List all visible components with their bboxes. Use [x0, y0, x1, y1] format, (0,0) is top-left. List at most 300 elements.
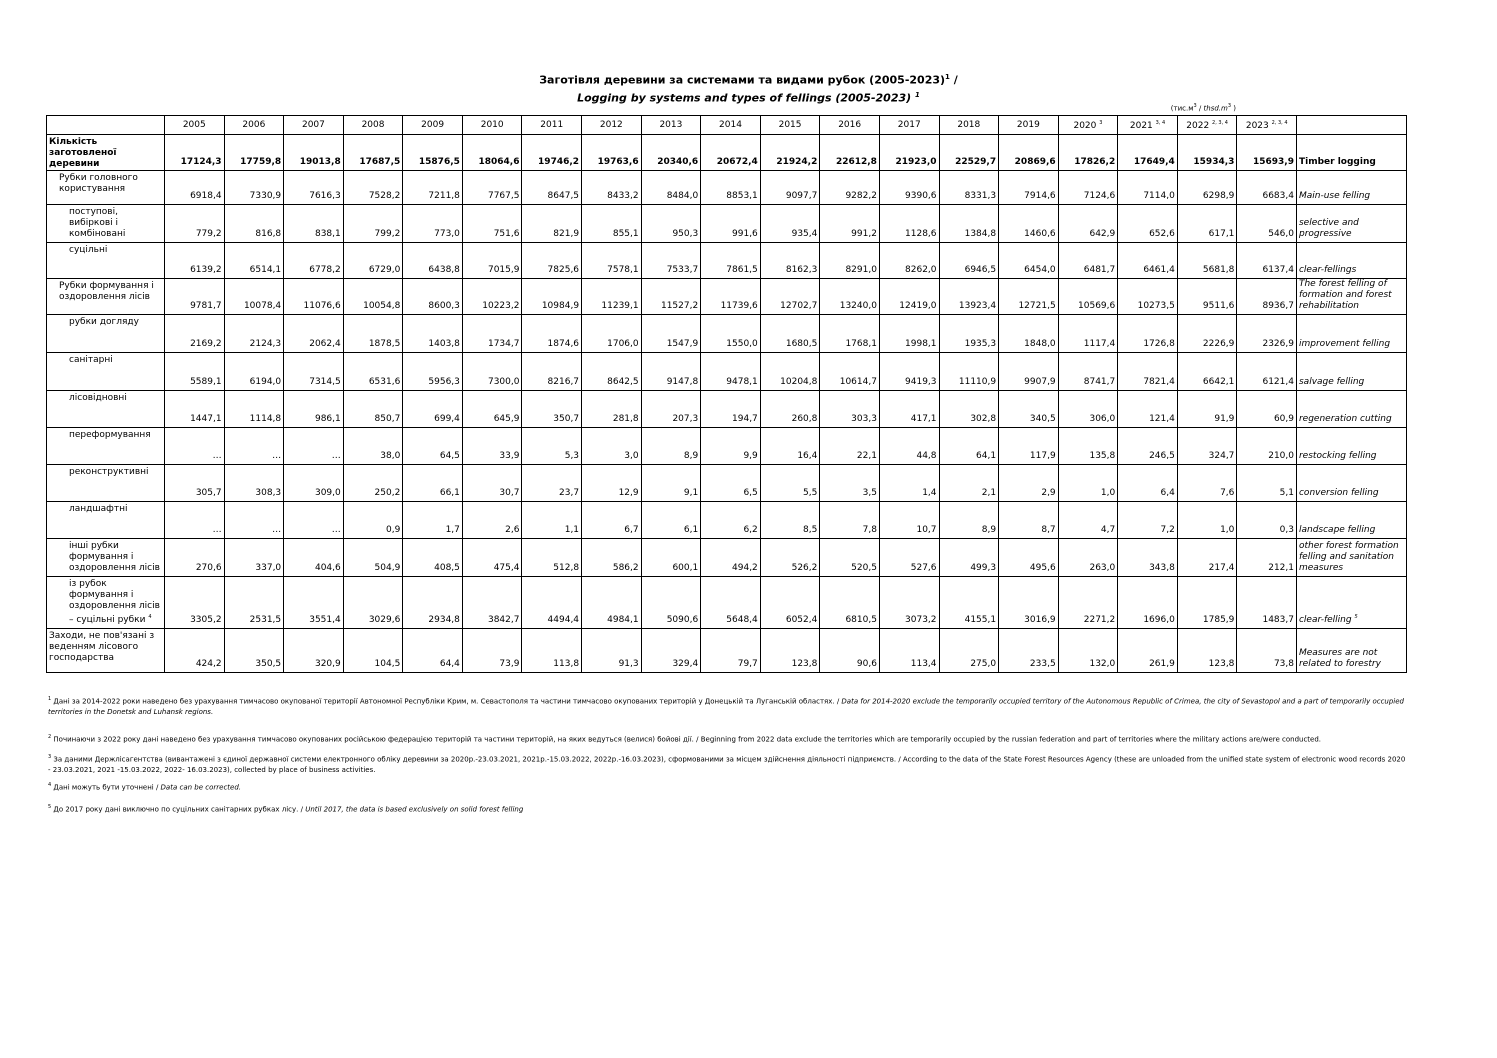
value-cell: 44,8 [879, 428, 939, 465]
footnote [48, 732, 1408, 745]
value-cell: 217,4 [1177, 539, 1237, 577]
value-cell: 779,2 [165, 205, 225, 243]
table-row [47, 135, 1407, 171]
year-label: 2012 [599, 119, 623, 130]
year-header [1058, 116, 1118, 135]
row-footnote-mark: 4 [148, 614, 152, 620]
row-label-text: інші рубки формування і оздоровлення лісів [69, 541, 160, 573]
value-cell: 7914,6 [999, 171, 1059, 205]
row-label-en [1296, 243, 1406, 279]
row-label-ua [47, 171, 165, 205]
footnote-number: 4 [48, 782, 52, 788]
value-cell: 6778,2 [284, 243, 344, 279]
footnote-text-en: Data can be corrected. [160, 783, 242, 792]
value-cell: 260,8 [760, 391, 820, 428]
year-header [284, 116, 344, 135]
value-cell: 6531,6 [343, 353, 403, 391]
footnote-text-en: Data for 2014-2020 exclude the temporarily occupied territory of the Autonomous Republic of Crimea, the city of Sevastopol and a part of temporarily occupied territories in the Donetsk and Luhansk regions. [48, 697, 1404, 717]
value-cell: 5,5 [760, 465, 820, 502]
value-cell: 6137,4 [1237, 243, 1297, 279]
value-cell: 1,4 [879, 465, 939, 502]
row-label-ua [47, 243, 165, 279]
year-header [165, 116, 225, 135]
value-cell: 9511,6 [1177, 279, 1237, 315]
year-label: 2014 [719, 119, 742, 130]
value-cell: 6481,7 [1058, 243, 1118, 279]
value-cell: 15876,5 [403, 135, 463, 171]
year-label: 2013 [659, 119, 683, 130]
year-label: 2019 [1016, 119, 1040, 130]
footnote [48, 694, 1408, 718]
value-cell: 12702,7 [760, 279, 820, 315]
value-cell: 2934,8 [403, 577, 463, 629]
value-cell: 250,2 [343, 465, 403, 502]
table-row [47, 428, 1407, 465]
row-label-text: рубки догляду [69, 317, 139, 327]
value-cell: 6,5 [701, 465, 761, 502]
value-cell: 17759,8 [224, 135, 284, 171]
value-cell: 6918,4 [165, 171, 225, 205]
value-cell: 799,2 [343, 205, 403, 243]
value-cell: 9,9 [701, 428, 761, 465]
value-cell: 5090,6 [641, 577, 701, 629]
value-cell: 246,5 [1118, 428, 1178, 465]
row-label-en-text: other forest formation felling and sanitation measures [1298, 541, 1399, 573]
table-row [47, 315, 1407, 353]
value-cell: 33,9 [462, 428, 522, 465]
year-footnote-mark: 3 [1099, 120, 1103, 126]
value-cell: … [224, 428, 284, 465]
row-label-en-text: salvage felling [1298, 377, 1365, 387]
year-footnote-mark: 2, 3, 4 [1271, 120, 1288, 126]
value-cell: 8936,7 [1237, 279, 1297, 315]
value-cell: 21924,2 [760, 135, 820, 171]
value-cell: 1768,1 [820, 315, 880, 353]
value-cell: 320,9 [284, 629, 344, 673]
value-cell: 408,5 [403, 539, 463, 577]
value-cell: … [224, 502, 284, 539]
year-label: 2007 [301, 119, 325, 130]
value-cell: 7825,6 [522, 243, 582, 279]
value-cell: 1878,5 [343, 315, 403, 353]
table-row [47, 502, 1407, 539]
unit-label: ($тис.м^3$ / $thsd.m^3$ ) [1170, 103, 1236, 113]
table-row [47, 171, 1407, 205]
value-cell: 2169,2 [165, 315, 225, 353]
value-cell: 15693,9 [1237, 135, 1297, 171]
value-cell: 194,7 [701, 391, 761, 428]
year-header [1118, 116, 1178, 135]
value-cell: 1460,6 [999, 205, 1059, 243]
value-cell: 7300,0 [462, 353, 522, 391]
header-empty-cell [1296, 116, 1406, 135]
value-cell: 855,1 [582, 205, 642, 243]
footnote [48, 752, 1408, 776]
value-cell: 132,0 [1058, 629, 1118, 673]
value-cell: 270,6 [165, 539, 225, 577]
row-label-text: переформування [69, 430, 151, 440]
value-cell: 0,9 [343, 502, 403, 539]
value-cell: 6,2 [701, 502, 761, 539]
value-cell: 2,6 [462, 502, 522, 539]
year-header [701, 116, 761, 135]
row-label-en-text: clear-fellings [1298, 265, 1357, 275]
value-cell: 512,8 [522, 539, 582, 577]
value-cell: 324,7 [1177, 428, 1237, 465]
value-cell: 12419,0 [879, 279, 939, 315]
value-cell: 17124,3 [165, 135, 225, 171]
value-cell: 19746,2 [522, 135, 582, 171]
year-header [939, 116, 999, 135]
value-cell: 699,4 [403, 391, 463, 428]
value-cell: 60,9 [1237, 391, 1297, 428]
year-label: 2010 [480, 119, 504, 130]
header-row [47, 116, 1407, 135]
value-cell: 30,7 [462, 465, 522, 502]
value-cell: 991,2 [820, 205, 880, 243]
row-label-ua [47, 315, 165, 353]
footnote-text-en: Until 2017, the data is based exclusively on solid forest felling [305, 805, 524, 814]
value-cell: 3,0 [582, 428, 642, 465]
value-cell: 6139,2 [165, 243, 225, 279]
value-cell: … [165, 428, 225, 465]
row-label-text: поступові, вибіркові і комбіновані [69, 207, 126, 239]
value-cell: … [165, 502, 225, 539]
row-label-text: ландшафтні [69, 504, 128, 514]
value-cell: 350,5 [224, 629, 284, 673]
row-label-text: лісовідновні [69, 393, 127, 403]
value-cell: 773,0 [403, 205, 463, 243]
value-cell: 22529,7 [939, 135, 999, 171]
value-cell: 23,7 [522, 465, 582, 502]
year-label: 2020 [1073, 121, 1097, 131]
value-cell: 302,8 [939, 391, 999, 428]
value-cell: 6194,0 [224, 353, 284, 391]
value-cell: 991,6 [701, 205, 761, 243]
row-label-text: санітарні [69, 355, 113, 365]
year-footnote-mark: 3, 4 [1155, 120, 1166, 126]
row-label-text: Рубки формування і оздоровлення лісів [59, 281, 154, 302]
table-row [47, 205, 1407, 243]
value-cell: 12721,5 [999, 279, 1059, 315]
value-cell: 281,8 [582, 391, 642, 428]
value-cell: 494,2 [701, 539, 761, 577]
value-cell: 2531,5 [224, 577, 284, 629]
value-cell: 5956,3 [403, 353, 463, 391]
value-cell: 5681,8 [1177, 243, 1237, 279]
value-cell: 9097,7 [760, 171, 820, 205]
value-cell: 9907,9 [999, 353, 1059, 391]
value-cell: 9781,7 [165, 279, 225, 315]
value-cell: 7,8 [820, 502, 880, 539]
table-row [47, 629, 1407, 673]
footnote-number: 1 [48, 696, 52, 702]
value-cell: 2,1 [939, 465, 999, 502]
value-cell: 1874,6 [522, 315, 582, 353]
value-cell: 1,0 [1177, 502, 1237, 539]
value-cell: 212,1 [1237, 539, 1297, 577]
value-cell: 207,3 [641, 391, 701, 428]
year-header [641, 116, 701, 135]
row-label-en-text: improvement felling [1298, 339, 1391, 349]
value-cell: 821,9 [522, 205, 582, 243]
year-label: 2022 [1186, 121, 1210, 131]
year-label: 2021 [1129, 121, 1153, 131]
value-cell: 3029,6 [343, 577, 403, 629]
value-cell: 12,9 [582, 465, 642, 502]
value-cell: 340,5 [999, 391, 1059, 428]
value-cell: 8853,1 [701, 171, 761, 205]
value-cell: 73,8 [1237, 629, 1297, 673]
value-cell: 2326,9 [1237, 315, 1297, 353]
value-cell: 4,7 [1058, 502, 1118, 539]
value-cell: 1114,8 [224, 391, 284, 428]
value-cell: 10,7 [879, 502, 939, 539]
row-label-ua [47, 205, 165, 243]
value-cell: 7114,0 [1118, 171, 1178, 205]
table-row [47, 391, 1407, 428]
value-cell: 19013,8 [284, 135, 344, 171]
value-cell: 526,2 [760, 539, 820, 577]
value-cell: 8,9 [939, 502, 999, 539]
value-cell: 90,6 [820, 629, 880, 673]
year-label: 2017 [897, 119, 921, 130]
value-cell: 7330,9 [224, 171, 284, 205]
value-cell: 210,0 [1237, 428, 1297, 465]
value-cell: 8433,2 [582, 171, 642, 205]
value-cell: 8,5 [760, 502, 820, 539]
value-cell: 113,4 [879, 629, 939, 673]
value-cell: 6454,0 [999, 243, 1059, 279]
value-cell: 343,8 [1118, 539, 1178, 577]
value-cell: 10273,5 [1118, 279, 1178, 315]
value-cell: 2226,9 [1177, 315, 1237, 353]
row-label-en [1296, 391, 1406, 428]
value-cell: 18064,6 [462, 135, 522, 171]
year-label: 2006 [242, 119, 266, 130]
title-ua: Заготівля деревини за системами та видами рубок (2005-2023)$^1$ / [539, 73, 958, 87]
value-cell: 1117,4 [1058, 315, 1118, 353]
value-cell: 6642,1 [1177, 353, 1237, 391]
value-cell: 6683,4 [1237, 171, 1297, 205]
value-cell: 652,6 [1118, 205, 1178, 243]
value-cell: 263,0 [1058, 539, 1118, 577]
table-row [47, 353, 1407, 391]
year-label: 2018 [957, 119, 981, 130]
footnote-number: 5 [48, 804, 52, 810]
value-cell: 1,7 [403, 502, 463, 539]
value-cell: 350,7 [522, 391, 582, 428]
row-label-ua [47, 577, 165, 629]
row-label-en [1296, 315, 1406, 353]
value-cell: 20869,6 [999, 135, 1059, 171]
value-cell: 1403,8 [403, 315, 463, 353]
value-cell: 424,2 [165, 629, 225, 673]
year-header [582, 116, 642, 135]
value-cell: 64,5 [403, 428, 463, 465]
value-cell: 22612,8 [820, 135, 880, 171]
value-cell: 135,8 [1058, 428, 1118, 465]
value-cell: 7211,8 [403, 171, 463, 205]
value-cell: 417,1 [879, 391, 939, 428]
year-header [343, 116, 403, 135]
value-cell: 104,5 [343, 629, 403, 673]
value-cell: 10223,2 [462, 279, 522, 315]
value-cell: 8262,0 [879, 243, 939, 279]
year-header [224, 116, 284, 135]
row-label-en-text: conversion felling [1298, 488, 1379, 498]
value-cell: 11110,9 [939, 353, 999, 391]
value-cell: 17687,5 [343, 135, 403, 171]
value-cell: 1706,0 [582, 315, 642, 353]
year-label: 2008 [361, 119, 385, 130]
value-cell: 7616,3 [284, 171, 344, 205]
value-cell: 4155,1 [939, 577, 999, 629]
value-cell: 3,5 [820, 465, 880, 502]
value-cell: 7533,7 [641, 243, 701, 279]
footnote [48, 802, 1408, 815]
value-cell: 20672,4 [701, 135, 761, 171]
row-label-ua [47, 353, 165, 391]
value-cell: 15934,3 [1177, 135, 1237, 171]
year-header [879, 116, 939, 135]
value-cell: 5,1 [1237, 465, 1297, 502]
value-cell: 1726,8 [1118, 315, 1178, 353]
value-cell: 7124,6 [1058, 171, 1118, 205]
value-cell: 117,9 [999, 428, 1059, 465]
value-cell: 838,1 [284, 205, 344, 243]
value-cell: 7767,5 [462, 171, 522, 205]
year-header [760, 116, 820, 135]
value-cell: 4494,4 [522, 577, 582, 629]
value-cell: 1848,0 [999, 315, 1059, 353]
value-cell: 7821,4 [1118, 353, 1178, 391]
value-cell: 816,8 [224, 205, 284, 243]
row-label-en [1296, 353, 1406, 391]
value-cell: 3551,4 [284, 577, 344, 629]
row-label-en-text: Timber logging [1298, 157, 1376, 167]
value-cell: 1680,5 [760, 315, 820, 353]
value-cell: 6052,4 [760, 577, 820, 629]
value-cell: 1696,0 [1118, 577, 1178, 629]
row-label-en [1296, 465, 1406, 502]
value-cell: 6461,4 [1118, 243, 1178, 279]
value-cell: 1547,9 [641, 315, 701, 353]
value-cell: 7578,1 [582, 243, 642, 279]
value-cell: 3305,2 [165, 577, 225, 629]
value-cell: 986,1 [284, 391, 344, 428]
value-cell: 1998,1 [879, 315, 939, 353]
year-label: 2005 [182, 119, 206, 130]
value-cell: 5589,1 [165, 353, 225, 391]
row-label-ua [47, 502, 165, 539]
value-cell: 586,2 [582, 539, 642, 577]
value-cell: 22,1 [820, 428, 880, 465]
value-cell: 7528,2 [343, 171, 403, 205]
value-cell: 9147,8 [641, 353, 701, 391]
value-cell: 121,4 [1118, 391, 1178, 428]
year-header [522, 116, 582, 135]
row-label-en-text: clear-felling [1298, 615, 1352, 625]
value-cell: 950,3 [641, 205, 701, 243]
value-cell: 1550,0 [701, 315, 761, 353]
value-cell: 306,0 [1058, 391, 1118, 428]
value-cell: 1,1 [522, 502, 582, 539]
value-cell: 10054,8 [343, 279, 403, 315]
value-cell: 305,7 [165, 465, 225, 502]
value-cell: 3842,7 [462, 577, 522, 629]
row-label-en [1296, 205, 1406, 243]
year-header [403, 116, 463, 135]
value-cell: 6810,5 [820, 577, 880, 629]
page-title [0, 70, 1497, 105]
row-label-text: реконструктивні [69, 467, 149, 477]
value-cell: 527,6 [879, 539, 939, 577]
value-cell: 308,3 [224, 465, 284, 502]
value-cell: 6729,0 [343, 243, 403, 279]
value-cell: 11076,6 [284, 279, 344, 315]
value-cell: 233,5 [999, 629, 1059, 673]
year-label: 2011 [540, 119, 564, 130]
value-cell: 13240,0 [820, 279, 880, 315]
row-label-ua [47, 465, 165, 502]
value-cell: 7,6 [1177, 465, 1237, 502]
value-cell: 1447,1 [165, 391, 225, 428]
value-cell: 91,3 [582, 629, 642, 673]
value-cell: 9,1 [641, 465, 701, 502]
value-cell: 337,0 [224, 539, 284, 577]
row-label-en [1296, 629, 1406, 673]
value-cell: 8647,5 [522, 171, 582, 205]
value-cell: 73,9 [462, 629, 522, 673]
year-header [462, 116, 522, 135]
value-cell: 8216,7 [522, 353, 582, 391]
value-cell: 475,4 [462, 539, 522, 577]
value-cell: 6298,9 [1177, 171, 1237, 205]
value-cell: 261,9 [1118, 629, 1178, 673]
value-cell: 7861,5 [701, 243, 761, 279]
value-cell: 4984,1 [582, 577, 642, 629]
year-label: 2009 [421, 119, 445, 130]
value-cell: 1128,6 [879, 205, 939, 243]
value-cell: 5,3 [522, 428, 582, 465]
value-cell: 8484,0 [641, 171, 701, 205]
row-label-en-text: Measures are not related to forestry [1298, 648, 1381, 669]
value-cell: 6,4 [1118, 465, 1178, 502]
value-cell: 9282,2 [820, 171, 880, 205]
value-cell: 66,1 [403, 465, 463, 502]
row-label-text: суцільні [69, 245, 108, 255]
value-cell: 10614,7 [820, 353, 880, 391]
value-cell: 275,0 [939, 629, 999, 673]
year-label: 2023 [1245, 121, 1269, 131]
value-cell: 123,8 [1177, 629, 1237, 673]
value-cell: 3073,2 [879, 577, 939, 629]
value-cell: 2062,4 [284, 315, 344, 353]
footnote-text-ua: За даними Держлісагентства (вивантажені з єдиної державної системи електронного обліку деревини за 2020р.-23.03.2021, 2021р.-15.03.2022, 2022р.-16.03.2023), сформованими за місцем здійснення діяльності підприємств. / According to the data of the State Forest Resources Agency (these are unloaded from the unified state system of electronic wood records 2020 - 23.03.2021, 2021 -15.03.2022, 2022- 16.03.2023), collected by place of business activities. [48, 755, 1406, 775]
footnote-text-ua: Починаючи з 2022 року дані наведено без урахування тимчасово окупованих російською федерацією територій та частини територій, на яких ведуться (велися) бойові дії. / Beginning from 2022 data exclude the territories which are temporarily occupied by the russian federation and part of territories where the military actions are/were conducted. [53, 735, 1322, 744]
footnote [48, 780, 1408, 793]
value-cell: 10984,9 [522, 279, 582, 315]
title-en: Logging by systems and types of fellings (2005-2023) $^1$ [577, 90, 920, 105]
row-label-en [1296, 539, 1406, 577]
value-cell: 1785,9 [1177, 577, 1237, 629]
row-label-ua [47, 428, 165, 465]
value-cell: … [284, 502, 344, 539]
row-label-en-text: selective and progressive [1298, 218, 1359, 239]
value-cell: 8331,3 [939, 171, 999, 205]
row-label-en [1296, 428, 1406, 465]
